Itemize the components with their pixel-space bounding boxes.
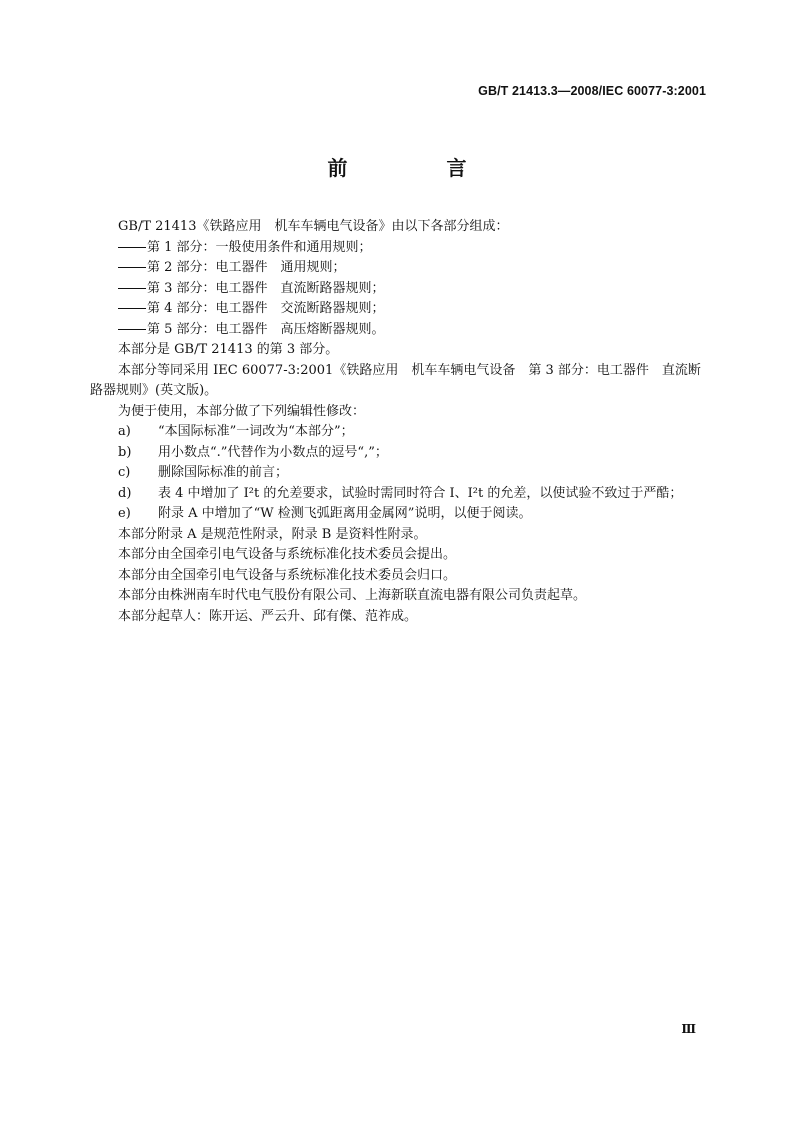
standard-number-header: GB/T 21413.3—2008/IEC 60077-3:2001	[478, 84, 706, 98]
page-title: 前 言	[327, 156, 513, 180]
edit-list-item: d) 表 4 中增加了 I²t 的允差要求，试验时需同时符合 I、I²t 的允差，以使试验不致过于严酷；	[90, 484, 710, 505]
edit-list-item: a) “本国际标准”一词改为“本部分”；	[90, 422, 710, 443]
part-list-item: 第 5 部分：电工器件 高压熔断器规则。	[90, 320, 710, 341]
closing-paragraph: 本部分由全国牵引电气设备与系统标准化技术委员会提出。	[118, 547, 457, 562]
dash-mark	[118, 267, 146, 268]
closing-paragraph: 本部分附录 A 是规范性附录，附录 B 是资料性附录。	[118, 526, 427, 542]
dash-mark	[118, 308, 146, 309]
dash-mark	[118, 329, 146, 330]
page-number: Ⅲ	[681, 1022, 696, 1036]
closing-paragraph: 本部分由全国牵引电气设备与系统标准化技术委员会归口。	[118, 567, 457, 583]
edits-intro: 为便于使用，本部分做了下列编辑性修改：	[118, 403, 366, 419]
intro-paragraph: GB/T 21413《铁路应用 机车车辆电气设备》由以下各部分组成：	[118, 219, 509, 234]
dash-mark	[118, 247, 146, 248]
list-label: b)	[118, 444, 132, 460]
part-list-item: 第 1 部分：一般使用条件和通用规则；	[90, 238, 710, 259]
edit-list-item: e) 附录 A 中增加了“W 检测飞弧距离用金属网”说明，以便于阅读。	[90, 504, 710, 525]
dash-mark	[118, 288, 146, 289]
this-part-paragraph: 本部分是 GB/T 21413 的第 3 部分。	[118, 342, 339, 357]
closing-paragraph: 本部分由株洲南车时代电气股份有限公司、上海新联直流电器有限公司负责起草。	[118, 588, 587, 603]
edit-list-item: b) 用小数点“.”代替作为小数点的逗号“,”；	[90, 443, 710, 464]
foreword-body	[90, 217, 710, 627]
closing-paragraph: 本部分起草人：陈开运、严云升、邱有傑、范祚成。	[118, 608, 418, 624]
edit-list-item: c) 删除国际标准的前言；	[90, 463, 710, 484]
list-label: c)	[118, 465, 131, 480]
adoption-paragraph-line2: 路器规则》(英文版)。	[90, 383, 218, 398]
adoption-paragraph-line1: 本部分等同采用 IEC 60077-3:2001《铁路应用 机车车辆电气设备 第 3 部分：电工器件 直流断	[118, 362, 701, 378]
part-list-item: 第 3 部分：电工器件 直流断路器规则；	[90, 279, 710, 300]
list-label: d)	[118, 485, 132, 501]
list-label: a)	[118, 424, 131, 439]
list-label: e)	[118, 506, 131, 521]
part-list-item: 第 2 部分：电工器件 通用规则；	[90, 258, 710, 279]
part-list-item: 第 4 部分：电工器件 交流断路器规则；	[90, 299, 710, 320]
